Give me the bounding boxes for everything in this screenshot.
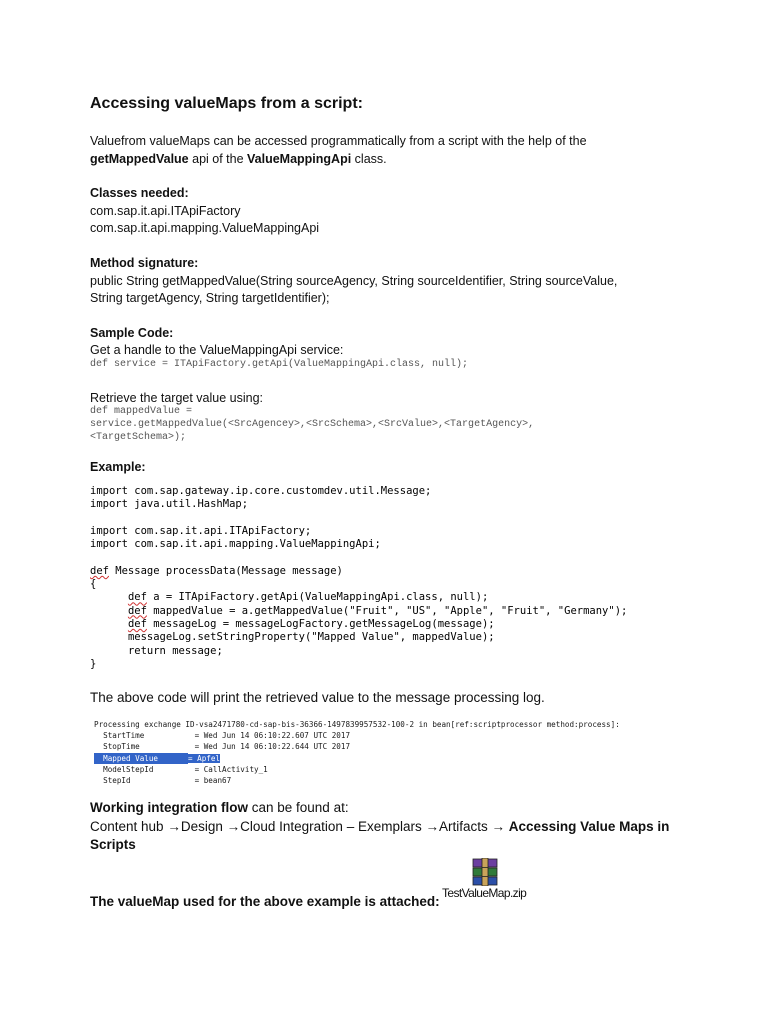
intro-line-2: getMappedValue api of the ValueMappingApi class. (90, 152, 387, 166)
attachment-file[interactable] (442, 858, 532, 908)
code-line: def messageLog = messageLogFactory.getMessageLog(message); (127, 617, 495, 630)
classes-heading: Classes needed: (90, 186, 189, 200)
retrieve-code-line: service.getMappedValue(<SrcAgencey>,<SrcSchema>,<SrcValue>,<TargetAgency>, (90, 419, 535, 430)
method-name: getMappedValue (90, 152, 189, 166)
handle-text: Get a handle to the ValueMappingApi service: (90, 343, 344, 357)
code-line: messageLog.setStringProperty("Mapped Value", mappedValue); (127, 631, 495, 644)
code-line: def Message processData(Message message) (90, 564, 343, 577)
retrieve-text: Retrieve the target value using: (90, 391, 264, 405)
retrieve-code-line: def mappedValue = (90, 406, 193, 417)
class-name: ValueMappingApi (247, 152, 352, 166)
page-title: Accessing valueMaps from a script: (90, 95, 363, 112)
sample-code-heading: Sample Code: (90, 326, 174, 340)
result-text: The above code will print the retrieved value to the message processing log. (90, 690, 545, 705)
code-line: import com.sap.it.api.mapping.ValueMappingApi; (90, 538, 381, 551)
code-line: import java.util.HashMap; (90, 498, 249, 511)
handle-code: def service = ITApiFactory.getApi(ValueMappingApi.class, null); (90, 359, 469, 370)
attachment-filename[interactable]: TestValueMap.zip (442, 886, 527, 900)
code-line: } (90, 657, 97, 670)
integration-flow-heading: Working integration flow can be found at: (90, 800, 349, 815)
code-line: import com.sap.gateway.ip.core.customdev.util.Message; (90, 485, 432, 497)
retrieve-code-line: <TargetSchema>); (90, 432, 187, 443)
code-line: { (90, 578, 97, 591)
method-signature-heading: Method signature: (90, 256, 199, 270)
example-code-block (90, 485, 627, 671)
code-line: import com.sap.it.api.ITApiFactory; (90, 524, 312, 537)
log-line: StepId = bean67 (94, 775, 232, 785)
log-line: StartTime = Wed Jun 14 06:10:22.607 UTC 2017 (94, 731, 351, 741)
example-heading: Example: (90, 460, 146, 474)
winrar-archive-icon (470, 858, 500, 886)
processing-log (94, 719, 620, 786)
log-line-highlighted: Mapped Value = Apfel (94, 753, 221, 763)
attachment-text: The valueMap used for the above example is attached: (90, 894, 440, 909)
integration-flow-target: Scripts (90, 837, 136, 852)
code-line: return message; (127, 644, 223, 657)
method-signature-line: public String getMappedValue(String sourceAgency, String sourceIdentifier, String sourceValue, (90, 274, 618, 288)
log-line: Processing exchange ID-vsa2471780-cd-sap-bis-36366-1497839957532-100-2 in bean[ref:scriptprocessor method:process]: (94, 720, 620, 729)
code-line: def mappedValue = a.getMappedValue("Fruit", "US", "Apple", "Fruit", "Germany"); (127, 604, 628, 617)
intro-line-1: Valuefrom valueMaps can be accessed programmatically from a script with the help of the (90, 134, 587, 148)
log-line: StopTime = Wed Jun 14 06:10:22.644 UTC 2017 (94, 742, 351, 752)
class-item: com.sap.it.api.mapping.ValueMappingApi (90, 221, 320, 235)
class-item: com.sap.it.api.ITApiFactory (90, 204, 241, 218)
code-line: def a = ITApiFactory.getApi(ValueMappingApi.class, null); (127, 591, 489, 604)
integration-flow-path: Content hub →Design →Cloud Integration – Exemplars →Artifacts → Accessing Value Maps in (90, 819, 670, 834)
method-signature-line: String targetAgency, String targetIdentifier); (90, 291, 330, 305)
log-line: ModelStepId = CallActivity_1 (94, 764, 268, 774)
